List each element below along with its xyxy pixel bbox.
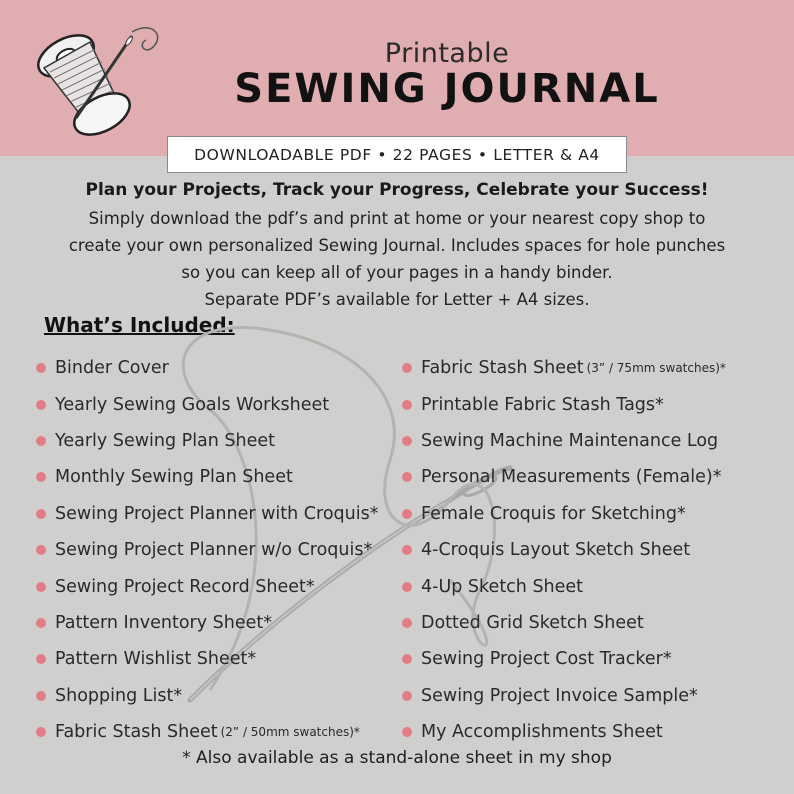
bullet-icon bbox=[402, 400, 412, 410]
description-line: Separate PDF’s available for Letter + A4 sizes. bbox=[204, 290, 590, 309]
item-label: Sewing Project Planner w/o Croquis* bbox=[55, 540, 373, 561]
item-label: Binder Cover bbox=[55, 358, 169, 379]
list-item bbox=[402, 423, 726, 459]
list-item bbox=[36, 714, 378, 750]
item-label: My Accomplishments Sheet bbox=[421, 722, 663, 743]
item-label: Sewing Project Planner with Croquis* bbox=[55, 503, 379, 524]
bullet-icon bbox=[402, 545, 412, 555]
footnote: * Also available as a stand-alone sheet in my shop bbox=[182, 748, 612, 768]
bullet-icon bbox=[402, 582, 412, 592]
list-item bbox=[402, 605, 726, 641]
list-item bbox=[36, 568, 378, 604]
list-item bbox=[402, 496, 726, 532]
list-item bbox=[36, 641, 378, 677]
bullet-icon bbox=[36, 400, 46, 410]
list-item bbox=[402, 350, 726, 386]
item-label: Sewing Project Record Sheet* bbox=[55, 576, 315, 597]
item-label: Pattern Wishlist Sheet* bbox=[55, 649, 257, 670]
bullet-icon bbox=[402, 691, 412, 701]
list-item bbox=[36, 678, 378, 714]
list-item bbox=[402, 386, 726, 422]
list-item bbox=[402, 532, 726, 568]
bullet-icon bbox=[402, 363, 412, 373]
list-item bbox=[36, 496, 378, 532]
bullet-icon bbox=[36, 509, 46, 519]
item-label: Fabric Stash Sheet bbox=[421, 358, 584, 379]
list-item bbox=[402, 678, 726, 714]
bullet-icon bbox=[36, 691, 46, 701]
item-note: (3” / 75mm swatches)* bbox=[586, 361, 726, 376]
included-list-left bbox=[36, 350, 378, 750]
bullet-icon bbox=[402, 509, 412, 519]
description-line: create your own personalized Sewing Journal. Includes spaces for hole punches bbox=[68, 236, 726, 255]
bullet-icon bbox=[402, 436, 412, 446]
section-heading: What’s Included: bbox=[44, 313, 235, 337]
item-label: Printable Fabric Stash Tags* bbox=[421, 394, 664, 415]
item-label: Sewing Machine Maintenance Log bbox=[421, 430, 719, 451]
list-item bbox=[402, 714, 726, 750]
bullet-icon bbox=[402, 727, 412, 737]
item-label: Yearly Sewing Goals Worksheet bbox=[55, 394, 330, 415]
item-note: (2” / 50mm swatches)* bbox=[220, 725, 360, 740]
item-label: Dotted Grid Sketch Sheet bbox=[421, 612, 644, 633]
list-item bbox=[402, 459, 726, 495]
bullet-icon bbox=[402, 654, 412, 664]
bullet-icon bbox=[36, 545, 46, 555]
tagline: Plan your Projects, Track your Progress, Celebrate your Success! bbox=[85, 180, 709, 200]
bullet-icon bbox=[36, 472, 46, 482]
bullet-icon bbox=[402, 472, 412, 482]
list-item bbox=[36, 423, 378, 459]
item-label: 4-Up Sketch Sheet bbox=[421, 576, 584, 597]
description-line: so you can keep all of your pages in a handy binder. bbox=[181, 263, 613, 282]
bullet-icon bbox=[36, 582, 46, 592]
list-item bbox=[36, 532, 378, 568]
page-title: SEWING JOURNAL bbox=[234, 66, 660, 112]
item-label: Personal Measurements (Female)* bbox=[421, 467, 722, 488]
item-label: Pattern Inventory Sheet* bbox=[55, 612, 273, 633]
bullet-icon bbox=[36, 727, 46, 737]
bullet-icon bbox=[36, 618, 46, 628]
item-label: Fabric Stash Sheet bbox=[55, 722, 218, 743]
item-label: Yearly Sewing Plan Sheet bbox=[55, 430, 276, 451]
item-label: Female Croquis for Sketching* bbox=[421, 503, 686, 524]
description-line: Simply download the pdf’s and print at home or your nearest copy shop to bbox=[88, 209, 706, 228]
page-subtitle: Printable bbox=[384, 38, 510, 69]
info-banner: DOWNLOADABLE PDF • 22 PAGES • LETTER & A4 bbox=[167, 136, 627, 173]
description bbox=[40, 205, 754, 313]
item-label: Sewing Project Invoice Sample* bbox=[421, 685, 698, 706]
bullet-icon bbox=[36, 363, 46, 373]
list-item bbox=[36, 350, 378, 386]
item-label: Monthly Sewing Plan Sheet bbox=[55, 467, 293, 488]
bullet-icon bbox=[36, 436, 46, 446]
list-item bbox=[36, 459, 378, 495]
included-list-right bbox=[402, 350, 726, 750]
list-item bbox=[402, 641, 726, 677]
list-item bbox=[36, 386, 378, 422]
item-label: Sewing Project Cost Tracker* bbox=[421, 649, 672, 670]
list-item bbox=[36, 605, 378, 641]
bullet-icon bbox=[36, 654, 46, 664]
item-label: Shopping List* bbox=[55, 685, 183, 706]
bullet-icon bbox=[402, 618, 412, 628]
item-label: 4-Croquis Layout Sketch Sheet bbox=[421, 540, 691, 561]
list-item bbox=[402, 568, 726, 604]
